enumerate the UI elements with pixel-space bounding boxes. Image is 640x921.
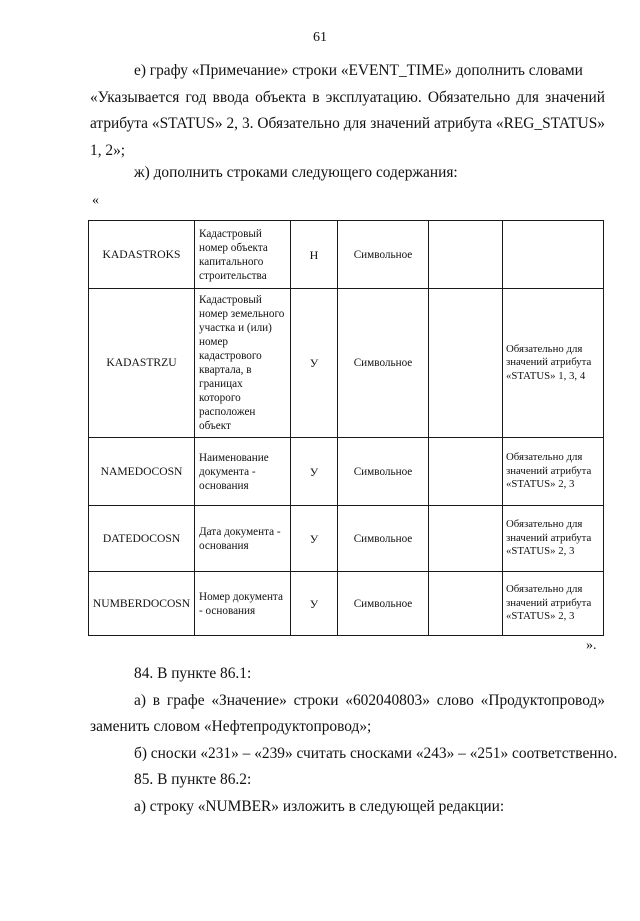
attr-required-flag-cell: Н (291, 221, 338, 289)
attr-type-cell: Символьное (338, 572, 429, 636)
attr-description-cell: Кадастровый номер объекта капитального строительства (195, 221, 291, 289)
attr-description-cell: Наименование документа - основания (195, 438, 291, 506)
attr-type-cell: Символьное (338, 289, 429, 438)
attr-description-cell: Дата документа - основания (195, 506, 291, 572)
paragraph-e-rest: «Указывается год ввода объекта в эксплуатацию. Обязательно для значений атрибута «STATUS» 2, 3. Обязательно для значений атрибута «REG_STATUS» 1, 2»; (90, 88, 605, 159)
attr-empty-cell (429, 438, 503, 506)
attr-description-cell: Кадастровый номер земельного участка и (или) номер кадастрового квартала, в границах которого расположен объект (195, 289, 291, 438)
attr-required-flag-cell: У (291, 438, 338, 506)
paragraph-zh: ж) дополнить строками следующего содержания: (134, 164, 458, 181)
attr-code-cell: NUMBERDOCOSN (89, 572, 195, 636)
attr-code-cell: NAMEDOCOSN (89, 438, 195, 506)
attr-description-cell: Номер документа - основания (195, 572, 291, 636)
table-row (89, 289, 604, 438)
attr-empty-cell (429, 572, 503, 636)
attr-note-cell: Обязательно для значений атрибута «STATUS» 2, 3 (503, 438, 604, 506)
attr-note-cell (503, 221, 604, 289)
attr-code-cell: KADASTRZU (89, 289, 195, 438)
attr-type-cell: Символьное (338, 438, 429, 506)
attr-required-flag-cell: У (291, 572, 338, 636)
attr-note-cell: Обязательно для значений атрибута «STATUS» 2, 3 (503, 506, 604, 572)
attr-code-cell: KADASTROKS (89, 221, 195, 289)
attr-code-cell: DATEDOCOSN (89, 506, 195, 572)
attr-note-cell: Обязательно для значений атрибута «STATUS» 2, 3 (503, 572, 604, 636)
attr-empty-cell (429, 289, 503, 438)
page-number: 61 (313, 30, 327, 45)
quote-open-mark: « (92, 193, 99, 208)
attributes-table (88, 220, 604, 636)
attr-required-flag-cell: У (291, 289, 338, 438)
attr-type-cell: Символьное (338, 221, 429, 289)
quote-close-mark: ». (586, 638, 597, 653)
section-84-heading: 84. В пункте 86.1: (134, 665, 252, 682)
section-84-item-a-line2: заменить словом «Нефтепродуктопровод»; (90, 718, 372, 735)
attr-empty-cell (429, 221, 503, 289)
paragraph-e (90, 58, 605, 164)
table-row (89, 506, 604, 572)
attr-empty-cell (429, 506, 503, 572)
attr-note-cell: Обязательно для значений атрибута «STATUS» 1, 3, 4 (503, 289, 604, 438)
table-row (89, 221, 604, 289)
attr-type-cell: Символьное (338, 506, 429, 572)
section-85-heading: 85. В пункте 86.2: (134, 771, 252, 788)
section-85-item-a: а) строку «NUMBER» изложить в следующей редакции: (134, 798, 505, 815)
attr-required-flag-cell: У (291, 506, 338, 572)
table-row (89, 438, 604, 506)
paragraph-e-first-line: е) графу «Примечание» строки «EVENT_TIME» дополнить словами (134, 62, 583, 79)
table-row (89, 572, 604, 636)
section-84-item-b: б) сноски «231» – «239» считать сносками «243» – «251» соответственно. (134, 745, 618, 762)
section-84-item-a-line1: а) в графе «Значение» строки «602040803» слово «Продуктопровод» (134, 692, 605, 709)
